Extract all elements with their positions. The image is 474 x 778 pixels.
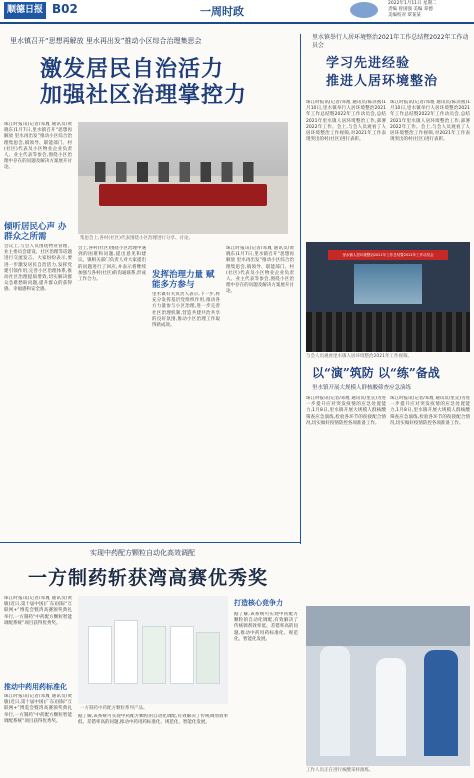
article3-body1-cont: 珠江时报讯(记者/邓胤 通讯员/黄敏)近日,第十届中国(广东)国际“互联网+”博览会暨湾高赛颁奖典礼举行,一方制药“中药配方颗粒智能调配系统”项目获得优秀奖。 xyxy=(4,694,72,724)
newspaper-logo: 顺德日报 xyxy=(4,2,46,19)
product-box xyxy=(142,626,166,684)
article2-body-right: 珠江时报讯(记者/邓胤 通讯员/陈泽燕)1月10日,里水镇举行人居环境整治2021年工作总结暨2022年工作动员会,总结2021年里水镇人居环境整治工作,部署2022年工作。会上,与会人员观看了人居环境整治工作视频,对2021年工作表现突出的村(社区)进行表彰。 xyxy=(390,100,470,143)
meeting-photo xyxy=(78,122,288,234)
article2-headline-2: 推进人居环境整治 xyxy=(326,74,439,89)
article4-headline: 以“演”筑防 以“练”备战 xyxy=(312,366,440,380)
article3-kicker: 实现中药配方颗粒自动化高效调配 xyxy=(90,549,195,557)
article3-body2: 据了解,该系统可实现中药配方颗粒的自动化调配,有效解决了传统调剂效率低、差错率高的问题,推动中药用药标准化、规范化、智能化发展。 xyxy=(234,612,298,642)
article2-headline-1: 学习先进经验 xyxy=(326,56,411,71)
article1-headline-2: 加强社区治理掌控力 xyxy=(40,82,248,108)
conference-photo xyxy=(306,242,470,352)
editor-credit: 责编 曾国强 美编 邓德 xyxy=(388,7,433,12)
emblem-icon xyxy=(350,2,378,18)
issue-info xyxy=(388,1,472,19)
page-number: B02 xyxy=(52,2,78,16)
page-header xyxy=(0,0,474,24)
conference-photo-caption: 与会人员观看里水镇人居环境整治2021年工作视频。 xyxy=(306,354,412,359)
article3-body2-cont: 据了解,该系统可实现中药配方颗粒的自动化调配,有效解决了传统调剂效率低、差错率高的问题,推动中药用药标准化、规范化、智能化发展。 xyxy=(78,714,228,726)
section-divider xyxy=(0,542,300,543)
product-box xyxy=(196,632,220,684)
projection-screen xyxy=(354,264,422,304)
article1-intro: 珠江时报讯(记者/邓胤 通讯员/黄晓东)1月7日,里水镇召开“思想再解放 里水再出发”推动小区综合治理集思会,镇领导、职能部门、村(社区)代表及小区物业企业负责人、业主代表等参会,围绕小区治理中存在的问题及解决方案展开讨论。 xyxy=(4,122,72,171)
article2-body-left: 珠江时报讯(记者/邓胤 通讯员/陈泽燕)1月10日,里水镇举行人居环境整治2021年工作总结暨2022年工作动员会,总结2021年里水镇人居环境整治工作,部署2022年工作。会上,与会人员观看了人居环境整治工作视频,对2021年工作表现突出的村(社区)进行表彰。 xyxy=(306,100,386,143)
article3-subhead2: 打造核心竞争力 xyxy=(234,599,283,607)
products-photo xyxy=(78,596,228,704)
worker-figure xyxy=(320,646,350,756)
worker-figure xyxy=(376,658,406,756)
product-box xyxy=(114,620,138,684)
conference-banner-text: 里水镇人居环境整治2021年工作总结暨2022年工作动员会 xyxy=(342,253,434,257)
section-title: 一周时政 xyxy=(200,5,244,18)
article3-headline: 一方制药斩获湾高赛优秀奖 xyxy=(28,567,269,589)
article1-body1-cont: 珠江时报讯(记者/邓胤 通讯员/黄晓东)1月7日,里水镇召开“思想再解放 里水再出发”推动小区综合治理集思会,镇领导、职能部门、村(社区)代表及小区物业企业负责人、业主代表等参会,围绕小区治理中存在的问题及解决方案展开讨论。 xyxy=(226,246,294,295)
article4-body-right: 珠江时报讯(记者/邓胤 通讯员/里宣)为进一步提升应对突发疫情的应急处置能力,1月8日,里水镇开展大规模人群核酸筛查应急演练,检验各环节的衔接配合情况,切实做好疫情防控各项准备工作。 xyxy=(390,396,470,426)
article2-kicker: 里水镇举行人居环境整治2021年工作总结暨2022年工作动员会 xyxy=(312,34,469,49)
meeting-photo-caption: 集思会上,各村(社区)代表围绕小区治理进行分享、讨论。 xyxy=(80,236,193,241)
article4-body-left: 珠江时报讯(记者/邓胤 通讯员/里宣)为进一步提升应对突发疫情的应急处置能力,1月8日,里水镇开展大规模人群核酸筛查应急演练,检验各环节的衔接配合情况,切实做好疫情防控各项准备工作。 xyxy=(306,396,386,426)
article1-subhead2: 发挥治理力量 赋能多方参与 xyxy=(152,270,215,290)
nucleic-test-photo-caption: 工作人员正在进行核酸采样演练。 xyxy=(306,768,374,773)
article1-headline-1: 激发居民自治活力 xyxy=(40,56,225,82)
article4-subkicker: 里水镇开展大规模人群核酸筛查应急演练 xyxy=(312,385,412,391)
article1-body3: 会上,各村(社区)围绕小区治理中遇到的困难和问题,提出意见和建议。镇相关部门负责人对大家提出的问题进行了回应,并表示将继续加强与各村(社区)的沟通联系,形成工作合力。 xyxy=(78,246,146,283)
article1-body2: 里水镇有关负责人表示,下一步,将充分发挥基层党组织作用,推动各方力量参与小区治理,进一步完善社区治理机制,营造共建共治共享的良好氛围,推动小区治理工作取得新成效。 xyxy=(152,292,220,329)
product-box xyxy=(88,626,112,684)
article3-subhead1: 推动中药用药标准化 xyxy=(4,683,67,691)
issue-date: 2022年1月11日 星期二 xyxy=(388,1,437,6)
article1-kicker: 里水镇召开“思想再解放 里水再出发”推动小区综合治理集思会 xyxy=(10,37,202,45)
nucleic-test-photo xyxy=(306,606,470,766)
products-photo-caption: 一方制药中药配方颗粒系列产品。 xyxy=(80,706,148,711)
proof-credit: 美编校对 覃某某 xyxy=(388,13,421,18)
conference-banner xyxy=(328,250,448,260)
resident-figure xyxy=(424,650,458,756)
column-divider xyxy=(300,34,301,544)
article3-body1: 珠江时报讯(记者/邓胤 通讯员/黄敏)近日,第十届中国(广东)国际“互联网+”博览会暨湾高赛颁奖典礼举行,一方制药“中药配方颗粒智能调配系统”项目获得优秀奖。 xyxy=(4,596,72,626)
article1-subhead1: 倾听居民心声 办群众之所需 xyxy=(4,222,67,242)
product-box xyxy=(170,626,194,684)
article1-body1: 会议上,与会人员围绕物业管理、业主委员会建设、社区治理等话题进行交流发言。大家纷纷表示,要进一步激发居民自治活力,发挥党建引领作用,完善小区治理体系,推动社区治理提质增效,切实解决群众急难愁盼问题,提升群众的获得感、幸福感和安全感。 xyxy=(4,244,72,293)
